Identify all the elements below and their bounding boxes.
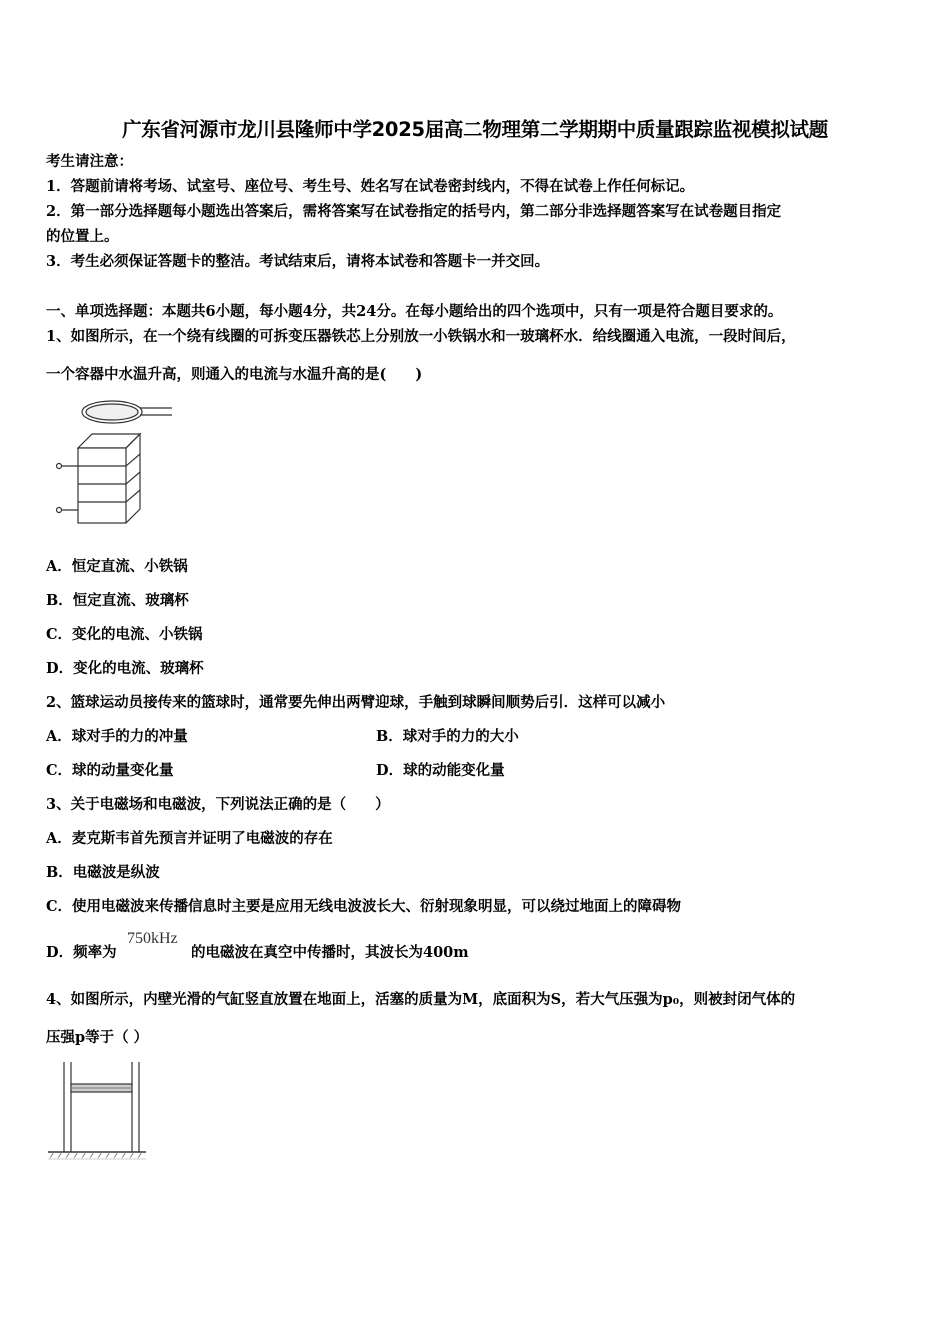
q1-option-a: A．恒定直流、小铁锅 <box>46 558 188 575</box>
q2-stem: 2、篮球运动员接传来的篮球时，通常要先伸出两臂迎球，手触到球瞬间顺势后引．这样可以减小 <box>46 694 666 711</box>
notice-item-3: 3．考生必须保证答题卡的整洁。考试结束后，请将本试卷和答题卡一并交回。 <box>46 253 550 270</box>
q1-stem-line2: 一个容器中水温升高，则通入的电流与水温升高的是( ) <box>46 366 423 383</box>
q1-option-b: B．恒定直流、玻璃杯 <box>46 592 189 609</box>
notice-item-2: 2．第一部分选择题每小题选出答案后，需将答案写在试卷指定的括号内，第二部分非选择题答案写在试卷题目指定 <box>46 203 782 220</box>
section1-heading: 一、单项选择题：本题共6小题，每小题4分，共24分。在每小题给出的四个选项中，只有一项是符合题目要求的。 <box>46 303 783 320</box>
q4-stem-line1: 4、如图所示，内壁光滑的气缸竖直放置在地面上，活塞的质量为M，底面积为S，若大气压强为p₀，则被封闭气体的 <box>46 991 796 1008</box>
notice-item-2-cont: 的位置上。 <box>46 228 119 245</box>
q2-option-a: A．球对手的力的冲量 <box>46 728 188 745</box>
q1-stem-line1: 1、如图所示，在一个绕有线圈的可拆变压器铁芯上分别放一小铁锅水和一玻璃杯水．给线圈通入电流，一段时间后， <box>46 328 796 345</box>
q3-option-d-prefix: D．频率为 <box>46 944 117 961</box>
q1-option-c: C．变化的电流、小铁锅 <box>46 626 203 643</box>
q3-stem: 3、关于电磁场和电磁波，下列说法正确的是（ ） <box>46 796 390 813</box>
q2-option-b: B．球对手的力的大小 <box>376 728 519 745</box>
q3-option-d-frequency: 750kHz <box>127 930 178 947</box>
q3-option-c: C．使用电磁波来传播信息时主要是应用无线电波波长大、衍射现象明显，可以绕过地面上的障碍物 <box>46 898 682 915</box>
q2-option-d: D．球的动能变化量 <box>376 762 505 779</box>
q1-option-d: D．变化的电流、玻璃杯 <box>46 660 204 677</box>
q4-cylinder-figure <box>44 1058 150 1166</box>
q3-option-a: A．麦克斯韦首先预言并证明了电磁波的存在 <box>46 830 333 847</box>
q1-transformer-figure <box>50 396 180 526</box>
notice-heading: 考生请注意： <box>46 153 133 170</box>
q4-stem-line2: 压强p等于（ ） <box>46 1029 149 1046</box>
notice-item-1: 1．答题前请将考场、试室号、座位号、考生号、姓名写在试卷密封线内，不得在试卷上作任何标记。 <box>46 178 695 195</box>
q2-option-c: C．球的动量变化量 <box>46 762 174 779</box>
q3-option-b: B．电磁波是纵波 <box>46 864 160 881</box>
q3-option-d-suffix: 的电磁波在真空中传播时，其波长为400m <box>191 944 469 961</box>
exam-title: 广东省河源市龙川县隆师中学2025届高二物理第二学期期中质量跟踪监视模拟试题 <box>122 118 828 141</box>
